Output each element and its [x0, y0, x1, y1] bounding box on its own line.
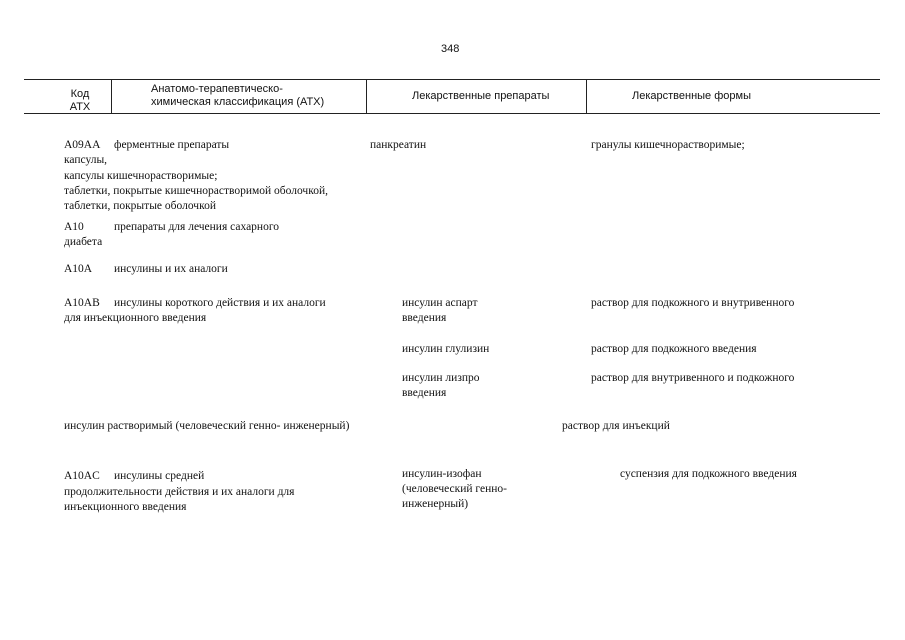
header-divider-1 [111, 80, 112, 113]
row-a10-code: A10 [64, 221, 84, 233]
row-a10ab-name: инсулины короткого действия и их аналоги [114, 297, 326, 309]
row-a10ab-form-4: раствор для инъекций [562, 420, 670, 432]
row-a10ac-drug-cont-1: (человеческий генно- [402, 483, 507, 495]
page-number: 348 [441, 43, 460, 55]
row-a09aa-drug: панкреатин [370, 139, 427, 151]
row-a10ac-line-3: инъекционного введения [64, 501, 187, 513]
row-a09aa-line-4: таблетки, покрытые кишечнорастворимой оболочкой, [64, 185, 329, 197]
row-a10ab-form-1: раствор для подкожного и внутривенного [591, 297, 795, 309]
row-a10ac-form: суспензия для подкожного введения [620, 468, 797, 480]
row-a10ab-form-3: раствор для внутривенного и подкожного [591, 372, 795, 384]
header-classification-line-2: химическая классификация (АТХ) [151, 96, 325, 108]
row-a10ac-name: инсулины средней [114, 470, 205, 482]
row-a09aa-line-3: капсулы кишечнорастворимые; [64, 170, 218, 182]
header-classification-line-1: Анатомо-терапевтическо- [151, 83, 283, 95]
row-a10ab-form-2: раствор для подкожного введения [591, 343, 757, 355]
row-a09aa-line-2: капсулы, [64, 154, 108, 166]
row-a10ab-code: A10AB [64, 297, 100, 309]
row-a10ac-line-2: продолжительности действия и их аналоги для [64, 486, 295, 498]
row-a10ab-drug-1: инсулин аспарт [402, 297, 478, 309]
row-a10ab-drug-3: инсулин лизпро [402, 372, 480, 384]
header-drugs: Лекарственные препараты [412, 90, 550, 102]
header-code-line-1: Код [70, 88, 90, 100]
row-a10-line-2: диабета [64, 236, 103, 248]
row-a10ab-drug-2: инсулин глулизин [402, 343, 490, 355]
row-a10ab-drug-4: инсулин растворимый (человеческий генно- инженерный) [64, 420, 350, 432]
row-a10ac-drug: инсулин-изофан [402, 468, 482, 480]
row-a10ab-drug-1-cont: введения [402, 312, 447, 324]
row-a10a-code: A10A [64, 263, 93, 275]
header-bottom-rule [24, 113, 880, 114]
header-divider-3 [586, 80, 587, 113]
row-a09aa-line-5: таблетки, покрытые оболочкой [64, 200, 216, 212]
header-forms: Лекарственные формы [632, 90, 751, 102]
header-code-line-2: АТХ [69, 101, 91, 113]
row-a09aa-form: гранулы кишечнорастворимые; [591, 139, 745, 151]
row-a10-name: препараты для лечения сахарного [114, 221, 280, 233]
header-divider-2 [366, 80, 367, 113]
row-a10a-name: инсулины и их аналоги [114, 263, 228, 275]
row-a10ac-code: A10AC [64, 470, 100, 482]
row-a09aa-code: A09AA [64, 139, 101, 151]
row-a10ac-drug-cont-2: инженерный) [402, 498, 469, 510]
header-top-rule [24, 79, 880, 80]
row-a09aa-name: ферментные препараты [114, 139, 230, 151]
row-a10ab-line-2: для инъекционного введения [64, 312, 207, 324]
row-a10ab-drug-3-cont: введения [402, 387, 447, 399]
